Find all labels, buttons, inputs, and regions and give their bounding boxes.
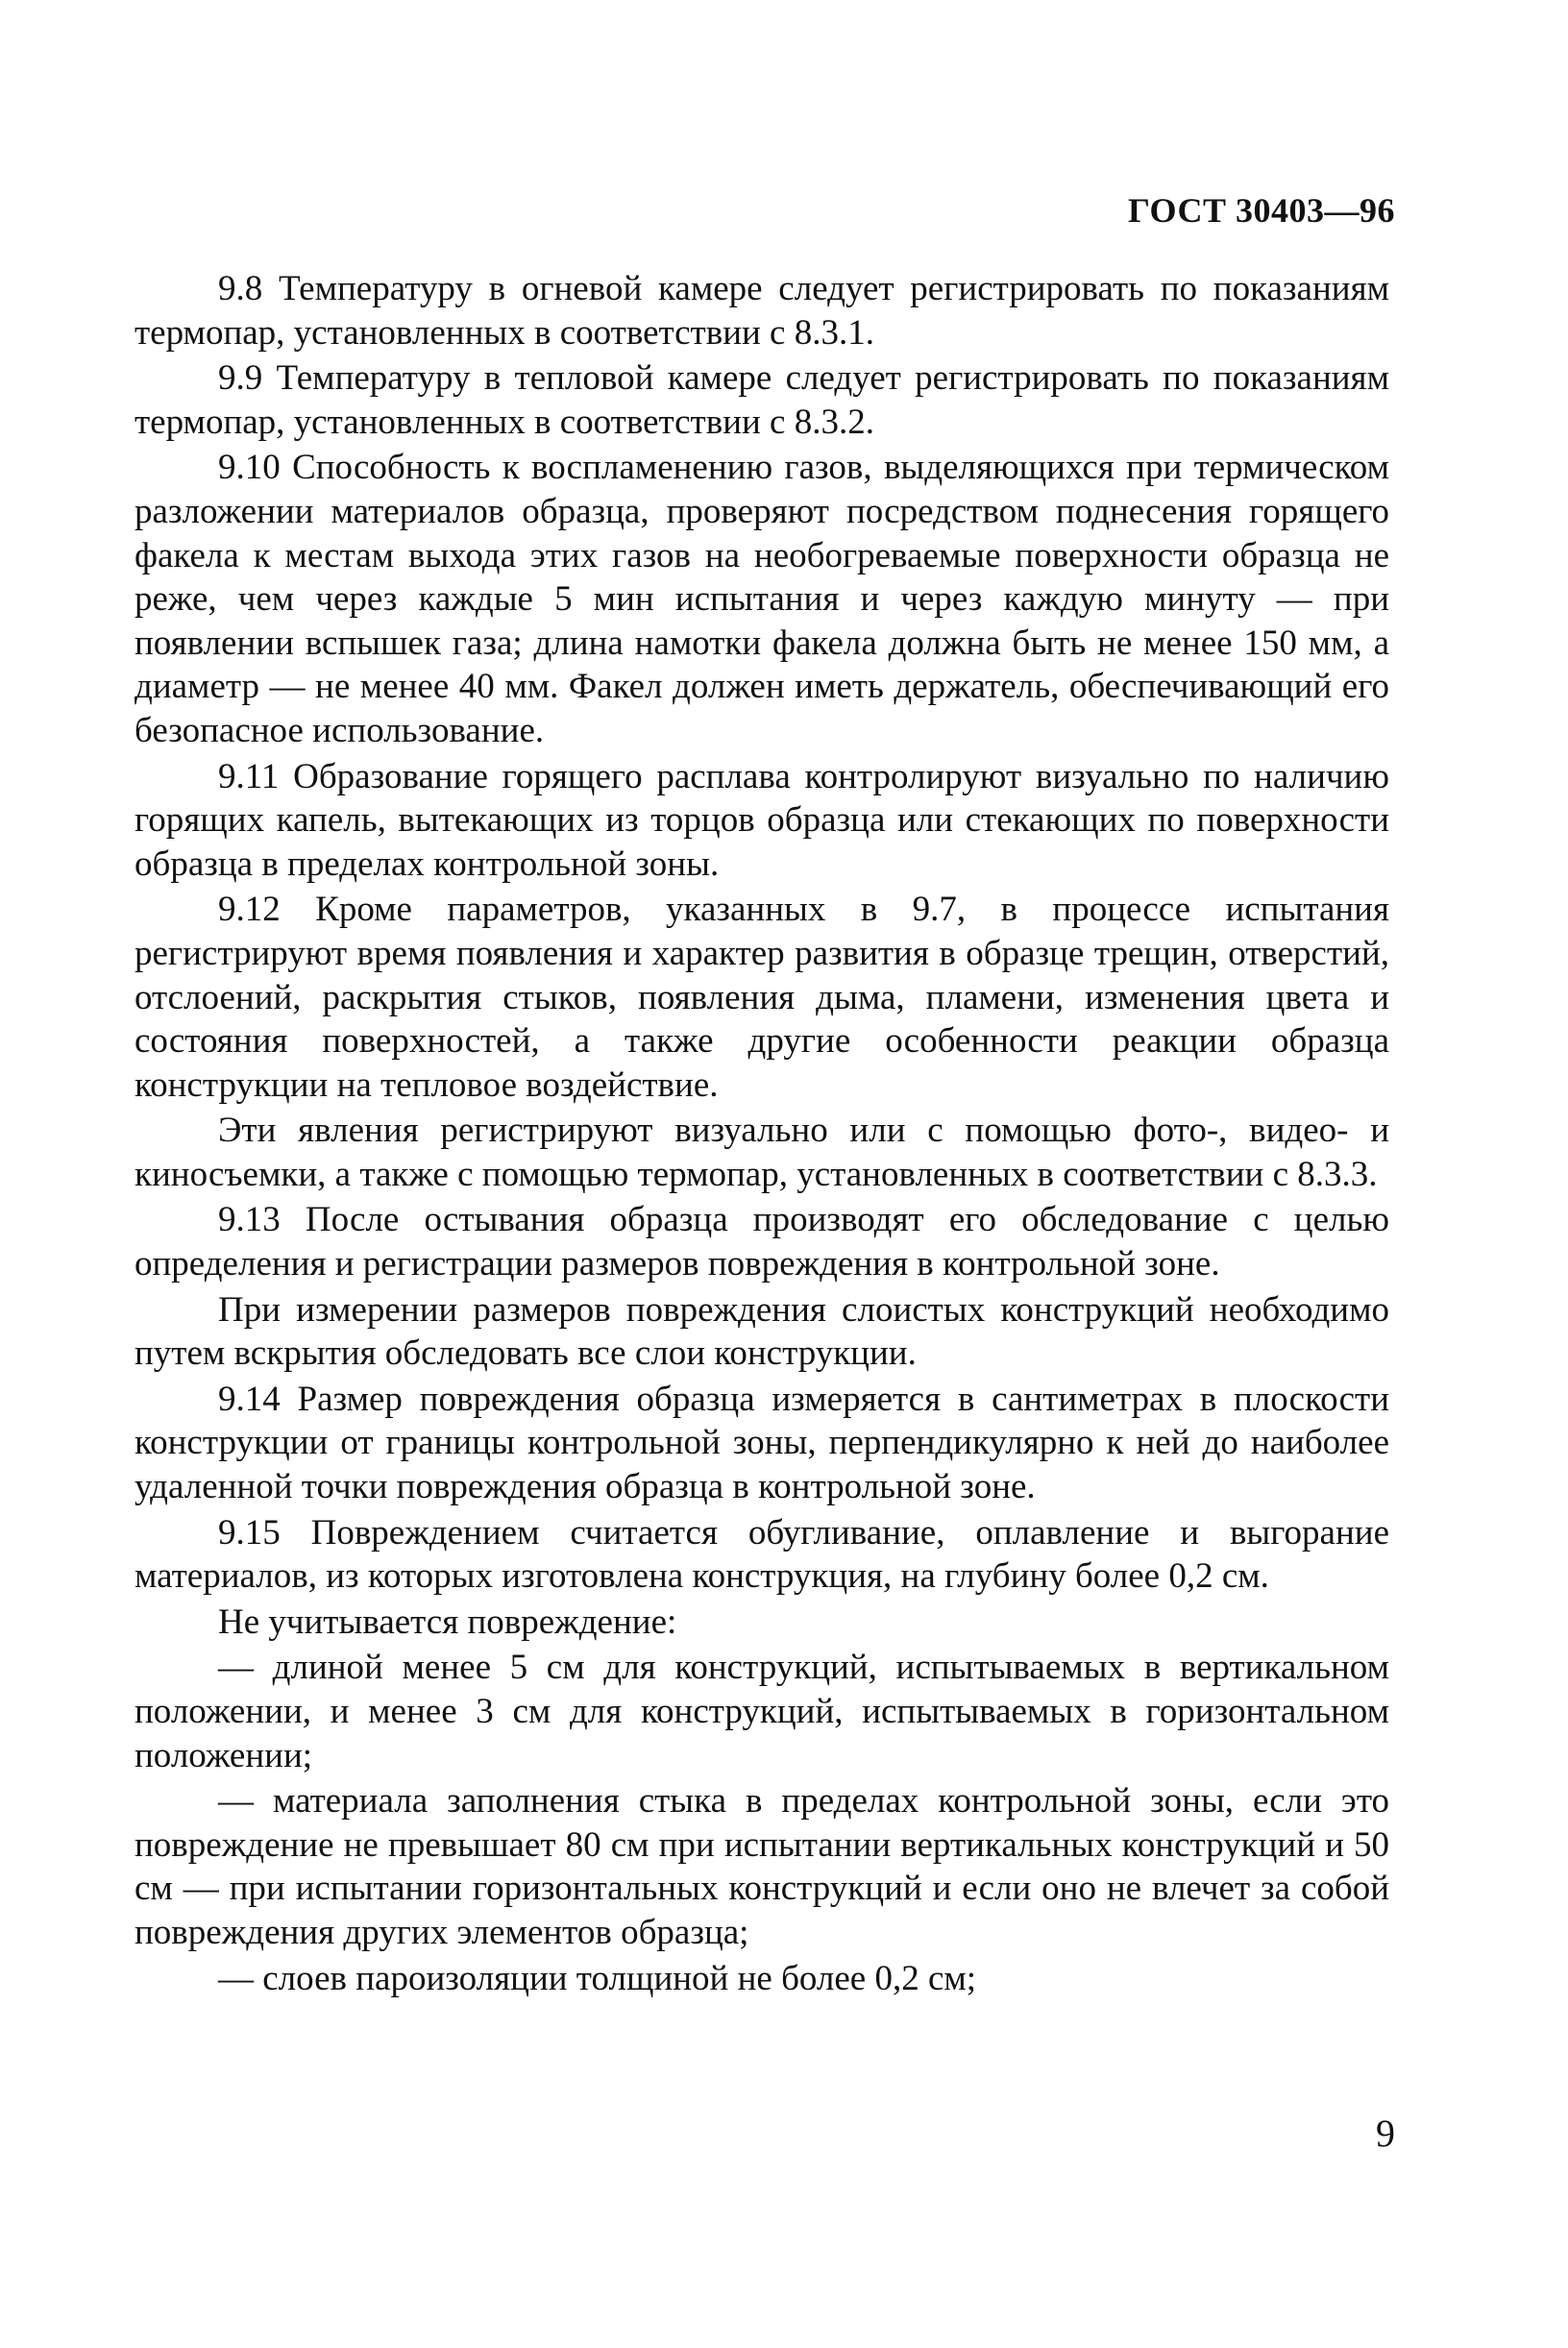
paragraph-9-10: 9.10 Способность к воспламенению газов, выделяющихся при термическом разложении материалов образца, проверяют посредством поднесения горящего факела к местам выхода этих газов на необогреваемые поверхности образца не реже, чем через каждые 5 мин испытания и через каждую минуту — при появлении вспышек газа; длина намотки факела должна быть не менее 150 мм, а диаметр — не менее 40 мм. Факел должен иметь держатель, обеспечивающий его безопасное использование. (135, 448, 1389, 750)
body-text (135, 267, 1389, 2002)
list-item-vapor-barrier: — слоев пароизоляции толщиной не более 0,2 см; (218, 1958, 977, 1998)
paragraph-9-12-continued: Эти явления регистрируют визуально или с помощью фото-, видео- и киносъемки, а также с помощью термопар, установленных в соответствии с 8.3.3. (135, 1111, 1389, 1194)
paragraph-9-13-continued: При измерении размеров повреждения слоистых конструкций необходимо путем вскрытия обследовать все слои конструкции. (135, 1289, 1389, 1374)
paragraph-9-13: 9.13 После остывания образца производят его обследование с целью определения и регистрации размеров повреждения в контрольной зоне. (135, 1200, 1389, 1284)
paragraph-9-8: 9.8 Температуру в огневой камере следует регистрировать по показаниям термопар, установленных в соответствии с 8.3.1. (135, 269, 1389, 353)
list-item-length: — длиной менее 5 см для конструкций, испытываемых в вертикальном положении, и менее 3 см для конструкций, испытываемых в горизонтальном положении; (135, 1648, 1389, 1775)
page-number: 9 (1376, 2112, 1395, 2155)
paragraph-9-12: 9.12 Кроме параметров, указанных в 9.7, в процессе испытания регистрируют время появления и характер развития в образце трещин, отверстий, отслоений, раскрытия стыков, появления дыма, пламени, изменения цвета и состояния поверхностей, а также другие особенности реакции образца конструкции на тепловое воздействие. (135, 890, 1389, 1105)
paragraph-9-15: 9.15 Повреждением считается обугливание, оплавление и выгорание материалов, из которых изготовлена конструкция, на глубину более 0,2 см. (135, 1512, 1389, 1597)
paragraph-9-9: 9.9 Температуру в тепловой камере следует регистрировать по показаниям термопар, установленных в соответствии с 8.3.2. (135, 358, 1389, 442)
list-item-joint-filling: — материала заполнения стыка в пределах контрольной зоны, если это повреждение не превышает 80 см при испытании вертикальных конструкций и 50 см — при испытании горизонтальных конструкций и если оно не влечет за собой повреждения других элементов образца; (135, 1781, 1389, 1952)
paragraph-exclusions-intro: Не учитывается повреждение: (218, 1602, 677, 1642)
paragraph-9-14: 9.14 Размер повреждения образца измеряется в сантиметрах в плоскости конструкции от границы контрольной зоны, перпендикулярно к ней до наиболее удаленной точки повреждения образца в контрольной зоне. (135, 1379, 1389, 1507)
standard-header: ГОСТ 30403—96 (1128, 191, 1395, 230)
paragraph-9-11: 9.11 Образование горящего расплава контролируют визуально по наличию горящих капель, вытекающих из торцов образца или стекающих по поверхности образца в пределах контрольной зоны. (135, 756, 1389, 884)
